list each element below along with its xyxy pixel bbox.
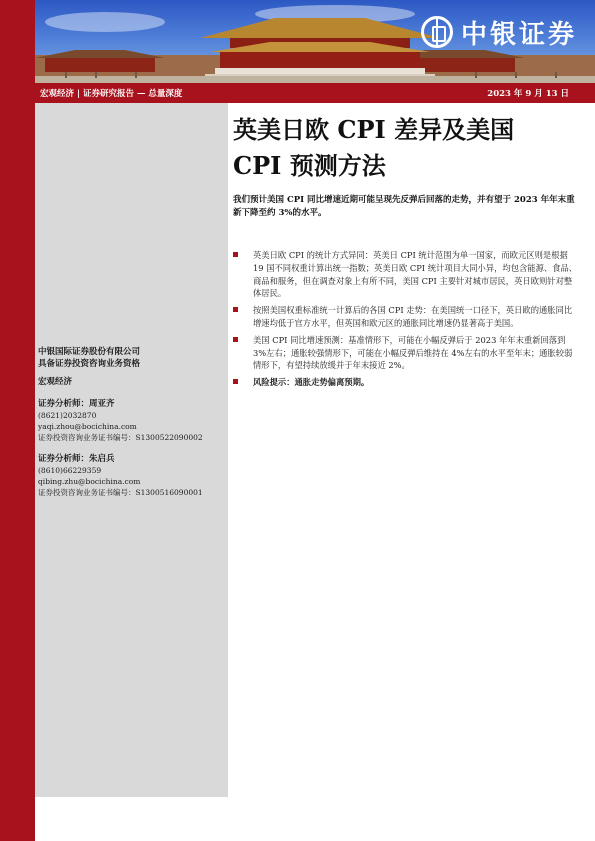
bullet-text: 美国 CPI 同比增速预测：基准情形下，可能在小幅反弹后于 2023 年年末重新回落到 3%左右；通胀较强情形下，可能在小幅反弹后维持在 4%左右的水平至年末；通胀较弱情形下，有望持续放缓并于年末接近 2%。 bbox=[253, 334, 573, 371]
report-summary: 我们预计美国 CPI 同比增速近期可能呈现先反弹后回落的走势，并有望于 2023 年年末重新下降至约 3%的水平。 bbox=[233, 195, 575, 218]
analyst-phone: (8621)2032870 bbox=[38, 411, 97, 420]
analyst-email[interactable]: qibing.zhu@bocichina.com bbox=[38, 477, 141, 486]
square-bullet-icon bbox=[233, 337, 238, 342]
title-line-1: 英美日欧 CPI 差异及美国 bbox=[233, 115, 515, 144]
report-category: 宏观经济 | 证券研究报告 — 总量深度 bbox=[40, 89, 183, 99]
bullet-text: 按照美国权重标准统一计算后的各国 CPI 走势：在美国统一口径下，英日欧的通胀同比增速均低于官方水平，但英国和欧元区的通胀同比增速仍显著高于美国。 bbox=[253, 305, 573, 328]
key-points-list bbox=[233, 249, 578, 393]
list-item bbox=[233, 334, 578, 372]
firm-qualification: 具备证券投资咨询业务资格 bbox=[38, 359, 141, 369]
brand-logo bbox=[421, 12, 577, 52]
report-header-strip bbox=[35, 83, 595, 103]
brand-name: 中银证券 bbox=[460, 19, 577, 50]
square-bullet-icon bbox=[233, 252, 238, 257]
report-title bbox=[233, 112, 578, 184]
bank-of-china-logo-icon bbox=[421, 16, 453, 48]
report-date: 2023 年 9 月 13 日 bbox=[487, 89, 569, 99]
square-bullet-icon bbox=[233, 379, 238, 384]
analyst-card bbox=[38, 453, 228, 498]
risk-warning-item bbox=[233, 376, 578, 389]
list-item bbox=[233, 304, 578, 330]
firm-info bbox=[38, 346, 228, 498]
analyst-name: 证券分析师：朱启兵 bbox=[38, 454, 115, 464]
analyst-card bbox=[38, 398, 228, 443]
title-line-2: CPI 预测方法 bbox=[233, 151, 386, 180]
sidebar-panel bbox=[35, 103, 228, 797]
analyst-email[interactable]: yaqi.zhou@bocichina.com bbox=[38, 422, 137, 431]
sector-label: 宏观经济 bbox=[38, 377, 73, 387]
analyst-license: 证券投资咨询业务证书编号：S1300516090001 bbox=[38, 488, 203, 497]
list-item bbox=[233, 249, 578, 300]
bullet-text: 风险提示：通胀走势偏离预期。 bbox=[253, 377, 370, 388]
analyst-license: 证券投资咨询业务证书编号：S1300522090002 bbox=[38, 433, 203, 442]
header-banner-image bbox=[35, 0, 595, 83]
analyst-phone: (8610)66229359 bbox=[38, 466, 102, 475]
analyst-name: 证券分析师：周亚齐 bbox=[38, 399, 115, 409]
bullet-text: 英美日欧 CPI 的统计方式异同：英美日 CPI 统计范围为单一国家，而欧元区则是根据 19 国不同权重计算出统一指数；英美日欧 CPI 统计项目大同小异，均包含能源、食品、商品和服务，但在调查对象上有所不同，美国 CPI 主要针对城市居民，英日欧则针对整体居民。 bbox=[253, 250, 578, 299]
square-bullet-icon bbox=[233, 307, 238, 312]
firm-name: 中银国际证券股份有限公司 bbox=[38, 347, 141, 357]
left-accent-bar bbox=[0, 0, 35, 841]
